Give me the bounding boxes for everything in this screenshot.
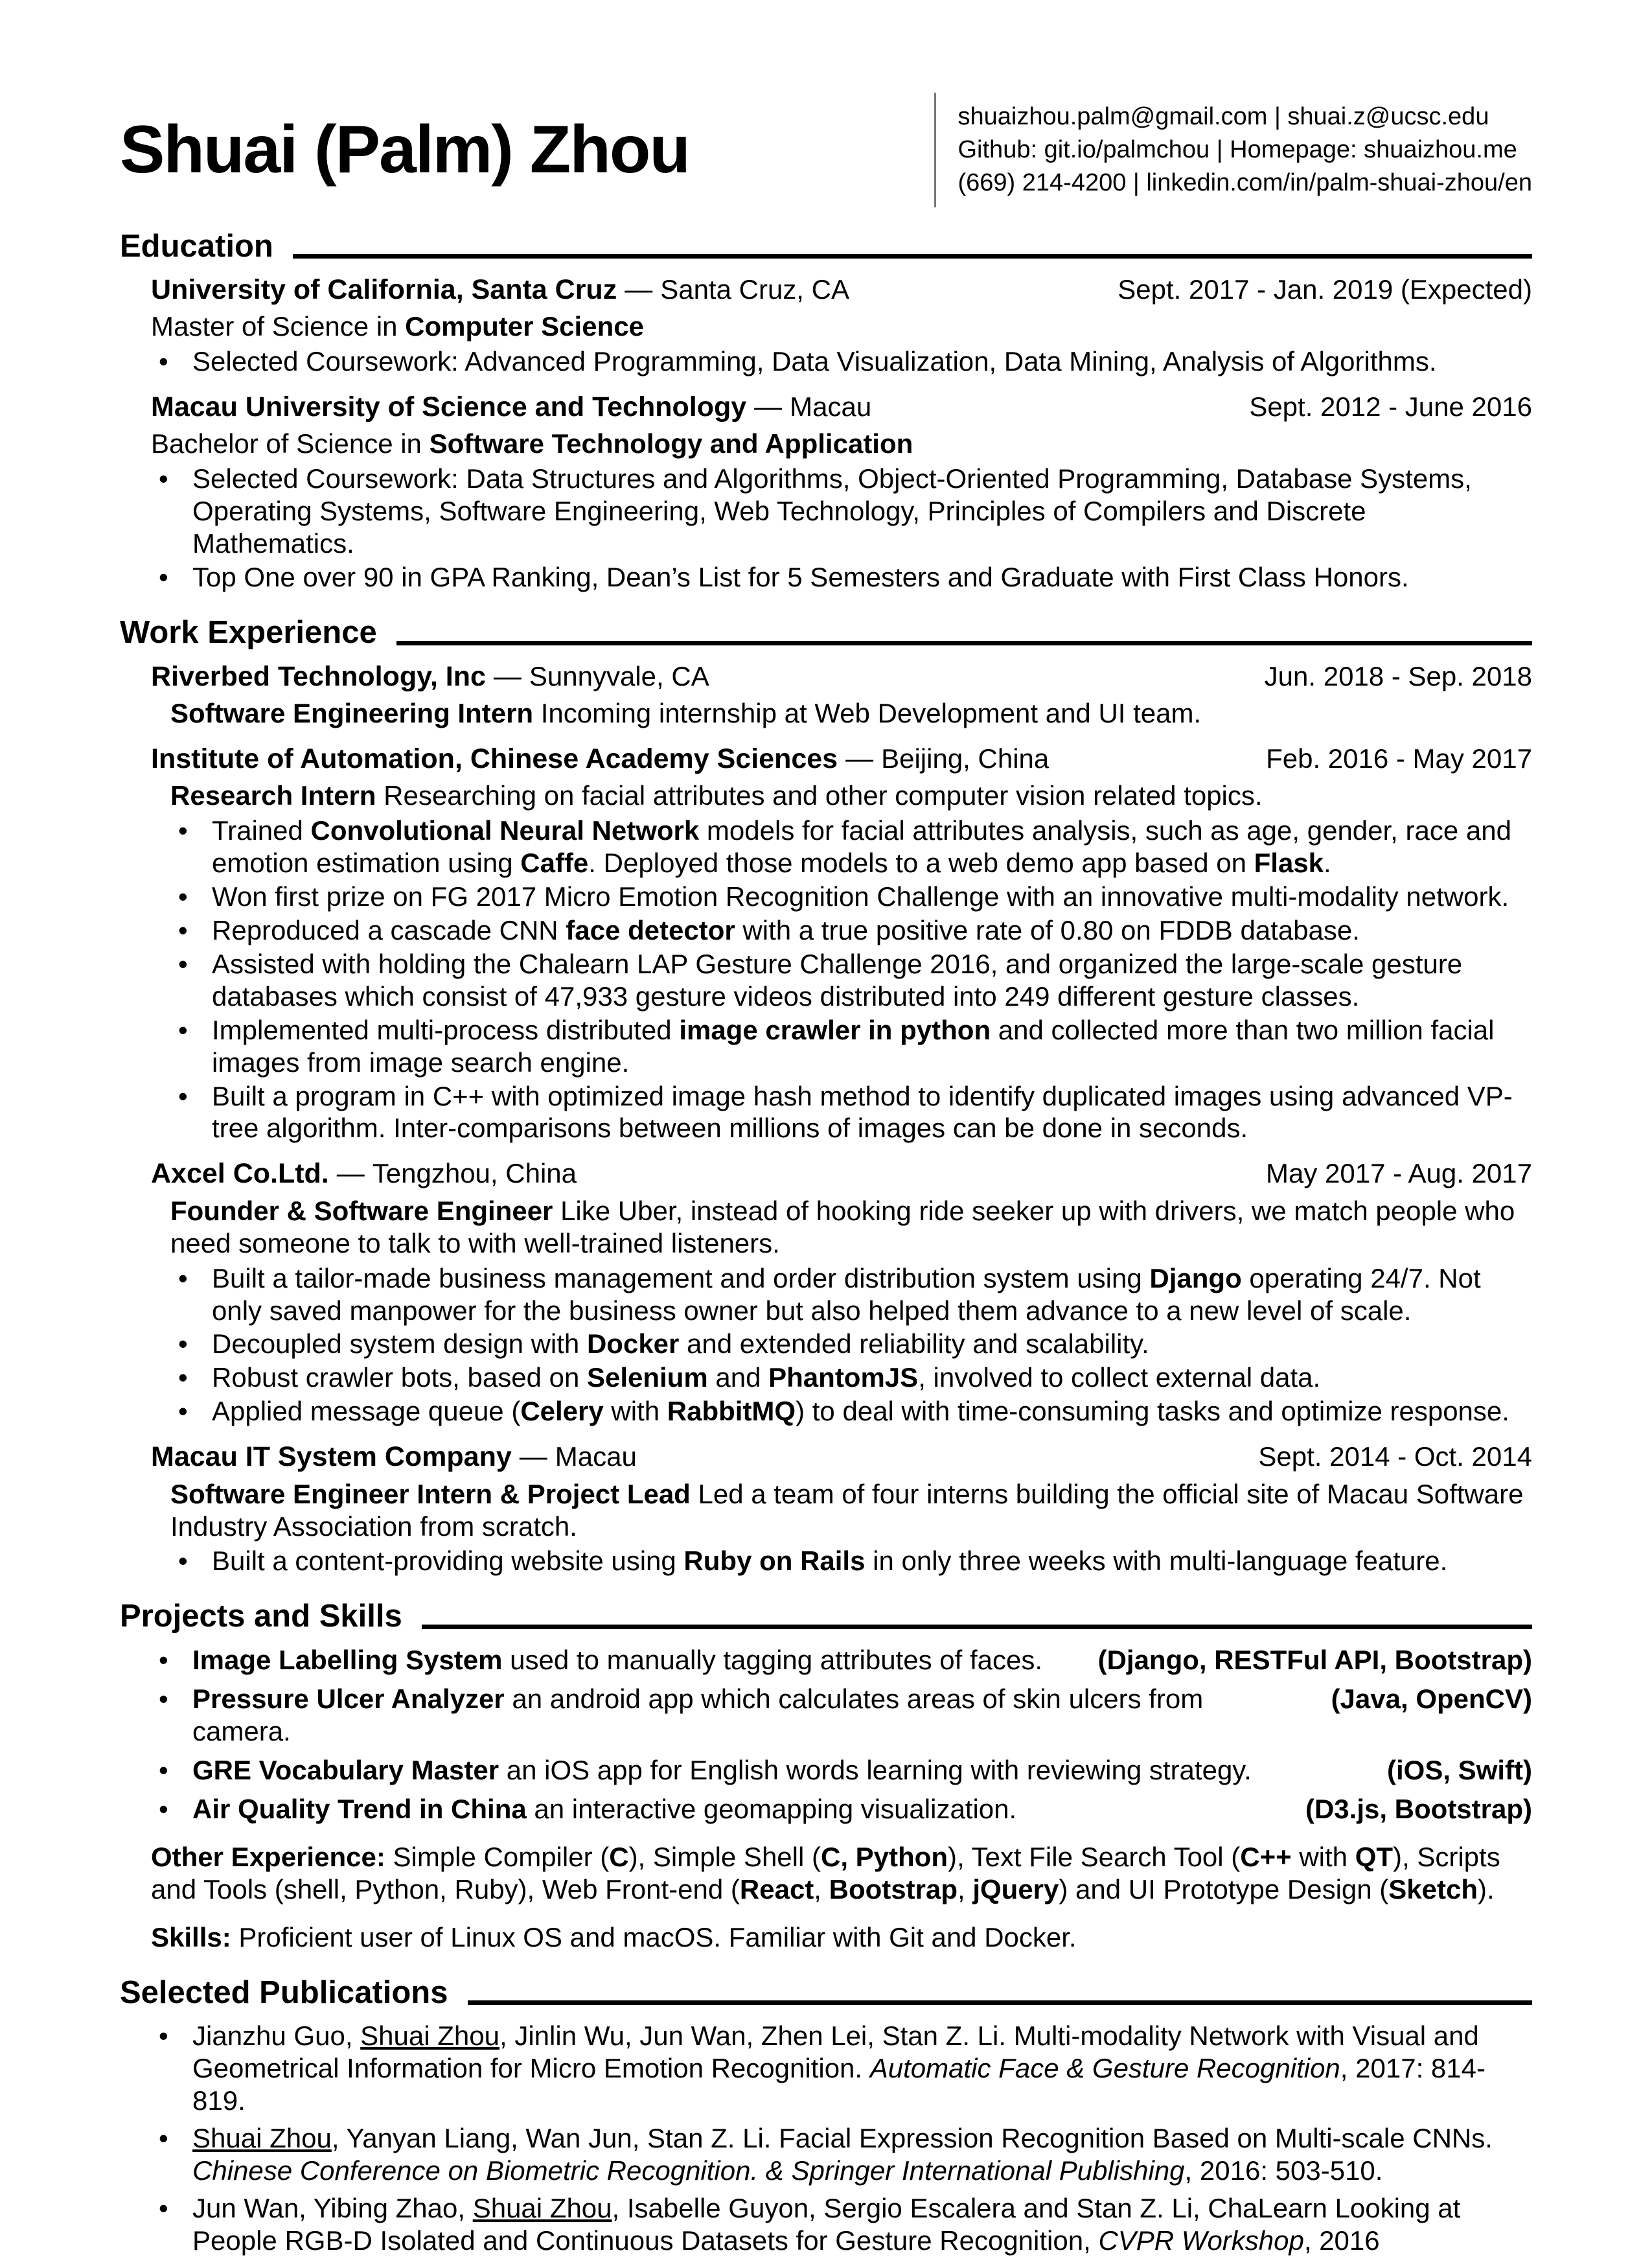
bullet-item: • Selected Coursework: Data Structures and Algorithms, Object-Oriented Programming, Database Systems, Operating Systems, Software Engineering, Web Technology, Principles of Compilers and Discrete Mathematics. xyxy=(151,463,1532,560)
project-description: • GRE Vocabulary Master an iOS app for English words learning with reviewing strategy. xyxy=(192,1754,1252,1785)
work-body xyxy=(120,660,1532,1578)
projects-heading xyxy=(120,1598,1532,1634)
degree-line: Master of Science in Computer Science xyxy=(151,311,644,342)
dash-separator: — xyxy=(754,391,783,423)
dash-separator: — xyxy=(519,1441,547,1473)
entry-date: May 2017 - Aug. 2017 xyxy=(1266,1158,1532,1189)
bullet-item: • Reproduced a cascade CNN face detector with a true positive rate of 0.80 on FDDB database. xyxy=(170,914,1532,947)
entry-head xyxy=(151,660,1532,693)
company-line xyxy=(151,660,709,693)
publications-list xyxy=(151,2020,1532,2257)
education-heading xyxy=(120,228,1532,264)
project-item xyxy=(151,1793,1532,1825)
company-name: Axcel Co.Ltd. xyxy=(151,1158,329,1190)
education-entry-must xyxy=(151,391,1532,594)
skills-line: Skills: Proficient user of Linux OS and macOS. Familiar with Git and Docker. xyxy=(151,1921,1077,1952)
project-item xyxy=(151,1754,1532,1787)
entry-date: Feb. 2016 - May 2017 xyxy=(1266,743,1532,774)
entry-head xyxy=(151,273,1532,307)
resume-header xyxy=(120,93,1532,207)
heading-rule xyxy=(293,254,1532,259)
company-name: Institute of Automation, Chinese Academy Sciences xyxy=(151,743,838,774)
entry-head xyxy=(151,1157,1532,1190)
education-entry-ucsc xyxy=(151,273,1532,378)
heading-rule xyxy=(396,641,1532,645)
education-bullets xyxy=(151,345,1532,378)
heading-rule xyxy=(422,1625,1532,1629)
section-publications xyxy=(120,1974,1532,2257)
dash-separator: — xyxy=(493,660,522,692)
project-tech-stack: (Java, OpenCV) xyxy=(1331,1683,1532,1714)
institution-line xyxy=(151,391,871,424)
publication-item: • Jun Wan, Yibing Zhao, Shuai Zhou, Isabelle Guyon, Sergio Escalera and Stan Z. Li, ChaLearn Looking at People RGB-D Isolated and Continuous Datasets for Gesture Recognition, CVPR Workshop, 2016 xyxy=(151,2192,1532,2257)
project-description: • Image Labelling System used to manually tagging attributes of faces. xyxy=(192,1644,1042,1675)
role-line: Founder & Software Engineer Like Uber, instead of hooking ride seeker up with drivers, we match people who need someone to talk to with well-trained listeners. xyxy=(170,1195,1515,1258)
contact-line-emails: shuaizhou.palm@gmail.com | shuai.z@ucsc.edu xyxy=(958,103,1489,130)
section-education xyxy=(120,228,1532,594)
role-line: Research Intern Researching on facial attributes and other computer vision related topics. xyxy=(170,780,1263,811)
work-title: Work Experience xyxy=(120,615,377,651)
dash-separator: — xyxy=(845,743,874,774)
bullet-item: • Built a tailor-made business management and order distribution system using Django operating 24/7. Not only saved manpower for the business owner but also helped them advance to a new level of scale. xyxy=(170,1262,1532,1327)
bullet-item: • Trained Convolutional Neural Network models for facial attributes analysis, such as age, gender, race and emotion estimation using Caffe. Deployed those models to a web demo app based on Flask. xyxy=(170,815,1532,879)
project-item xyxy=(151,1683,1532,1748)
section-projects-skills xyxy=(120,1598,1532,1953)
company-line xyxy=(151,1441,637,1474)
project-tech-stack: (D3.js, Bootstrap) xyxy=(1305,1793,1532,1824)
bullet-item: • Decoupled system design with Docker and extended reliability and scalability. xyxy=(170,1328,1532,1360)
project-item xyxy=(151,1644,1532,1676)
bullet-item: • Implemented multi-process distributed image crawler in python and collected more than two million facial images from image search engine. xyxy=(170,1014,1532,1079)
work-heading xyxy=(120,614,1532,651)
work-bullets xyxy=(170,815,1532,1145)
education-body xyxy=(120,273,1532,594)
education-bullets xyxy=(151,463,1532,594)
entry-date: Sept. 2012 - June 2016 xyxy=(1249,391,1532,422)
role-line: Software Engineering Intern Incoming internship at Web Development and UI team. xyxy=(170,697,1202,728)
project-description: • Pressure Ulcer Analyzer an android app which calculates areas of skin ulcers from camera. xyxy=(192,1683,1204,1746)
project-tech-stack: (iOS, Swift) xyxy=(1387,1754,1532,1785)
education-title: Education xyxy=(120,228,273,264)
dash-separator: — xyxy=(625,274,653,306)
dash-separator: — xyxy=(336,1158,365,1190)
project-description: • Air Quality Trend in China an interactive geomapping visualization. xyxy=(192,1793,1017,1824)
work-entry-axcel xyxy=(151,1157,1532,1428)
entry-date: Sept. 2014 - Oct. 2014 xyxy=(1258,1441,1532,1472)
person-name: Shuai (Palm) Zhou xyxy=(120,112,689,188)
bullet-item: • Assisted with holding the Chalearn LAP Gesture Challenge 2016, and organized the large-scale gesture databases which consist of 47,933 gesture videos distributed into 249 different gesture classes. xyxy=(170,948,1532,1013)
publications-heading xyxy=(120,1974,1532,2011)
section-work-experience xyxy=(120,614,1532,1577)
entry-location: Macau xyxy=(790,391,872,422)
entry-head xyxy=(151,1441,1532,1474)
entry-head xyxy=(151,743,1532,776)
institution-line xyxy=(151,273,849,307)
bullet-item: • Won first prize on FG 2017 Micro Emotion Recognition Challenge with an innovative multi-modality network. xyxy=(170,881,1532,913)
company-line xyxy=(151,1157,577,1190)
bullet-item: • Built a content-providing website using Ruby on Rails in only three weeks with multi-language feature. xyxy=(170,1545,1532,1577)
publication-item: • Jianzhu Guo, Shuai Zhou, Jinlin Wu, Jun Wan, Zhen Lei, Stan Z. Li. Multi-modality Network with Visual and Geometrical Information for Micro Emotion Recognition. Automatic Face & Gesture Recognition, 2017: 814-819. xyxy=(151,2020,1532,2117)
entry-date: Sept. 2017 - Jan. 2019 (Expected) xyxy=(1118,274,1532,305)
work-entry-riverbed xyxy=(151,660,1532,730)
projects-title: Projects and Skills xyxy=(120,1599,402,1634)
publications-title: Selected Publications xyxy=(120,1974,448,2010)
contact-line-phone-linkedin: (669) 214-4200 | linkedin.com/in/palm-shuai-zhou/en xyxy=(958,168,1532,196)
projects-list xyxy=(151,1644,1532,1825)
degree-line: Bachelor of Science in Software Technology and Application xyxy=(151,428,913,459)
entry-location: Santa Cruz, CA xyxy=(660,274,849,305)
company-name: Riverbed Technology, Inc xyxy=(151,660,486,692)
entry-location: Sunnyvale, CA xyxy=(529,660,709,691)
work-entry-casia xyxy=(151,743,1532,1145)
contact-block xyxy=(934,93,1533,207)
bullet-item: • Top One over 90 in GPA Ranking, Dean’s List for 5 Semesters and Graduate with First Class Honors. xyxy=(151,561,1532,594)
company-line xyxy=(151,743,1049,776)
entry-location: Beijing, China xyxy=(881,743,1050,774)
bullet-item: • Applied message queue (Celery with RabbitMQ) to deal with time-consuming tasks and optimize response. xyxy=(170,1395,1532,1428)
bullet-item: • Robust crawler bots, based on Selenium and PhantomJS, involved to collect external data. xyxy=(170,1361,1532,1394)
entry-location: Macau xyxy=(555,1441,637,1472)
entry-location: Tengzhou, China xyxy=(372,1158,577,1189)
project-tech-stack: (Django, RESTFul API, Bootstrap) xyxy=(1097,1644,1532,1675)
other-experience-line: Other Experience: Simple Compiler (C), Simple Shell (C, Python), Text File Search Tool (C++ with QT), Scripts and Tools (shell, Python, Ruby), Web Front-end (React, Bootstrap, jQuery) and UI Prototype Design (Sketch). xyxy=(151,1841,1500,1904)
bullet-item: • Built a program in C++ with optimized image hash method to identify duplicated images using advanced VP-tree algorithm. Inter-comparisons between millions of images can be done in seconds. xyxy=(170,1080,1532,1145)
entry-head xyxy=(151,391,1532,424)
institution-name: Macau University of Science and Technology xyxy=(151,391,747,423)
company-name: Macau IT System Company xyxy=(151,1441,512,1473)
publication-item: • Shuai Zhou, Yanyan Liang, Wan Jun, Stan Z. Li. Facial Expression Recognition Based on Multi-scale CNNs. Chinese Conference on Biometric Recognition. & Springer International Publishing, 2016: 503-510. xyxy=(151,2122,1532,2187)
publications-body xyxy=(120,2020,1532,2257)
contact-line-websites: Github: git.io/palmchou | Homepage: shuaizhou.me xyxy=(958,135,1517,163)
heading-rule xyxy=(468,2000,1533,2005)
institution-name: University of California, Santa Cruz xyxy=(151,274,617,306)
bullet-item: • Selected Coursework: Advanced Programming, Data Visualization, Data Mining, Analysis of Algorithms. xyxy=(151,345,1532,378)
entry-date: Jun. 2018 - Sep. 2018 xyxy=(1264,660,1532,691)
work-bullets xyxy=(170,1262,1532,1428)
role-line: Software Engineer Intern & Project Lead Led a team of four interns building the official site of Macau Software Industry Association from scratch. xyxy=(170,1478,1524,1542)
projects-body xyxy=(120,1644,1532,1954)
work-bullets xyxy=(170,1545,1532,1577)
work-entry-macau-it xyxy=(151,1441,1532,1577)
